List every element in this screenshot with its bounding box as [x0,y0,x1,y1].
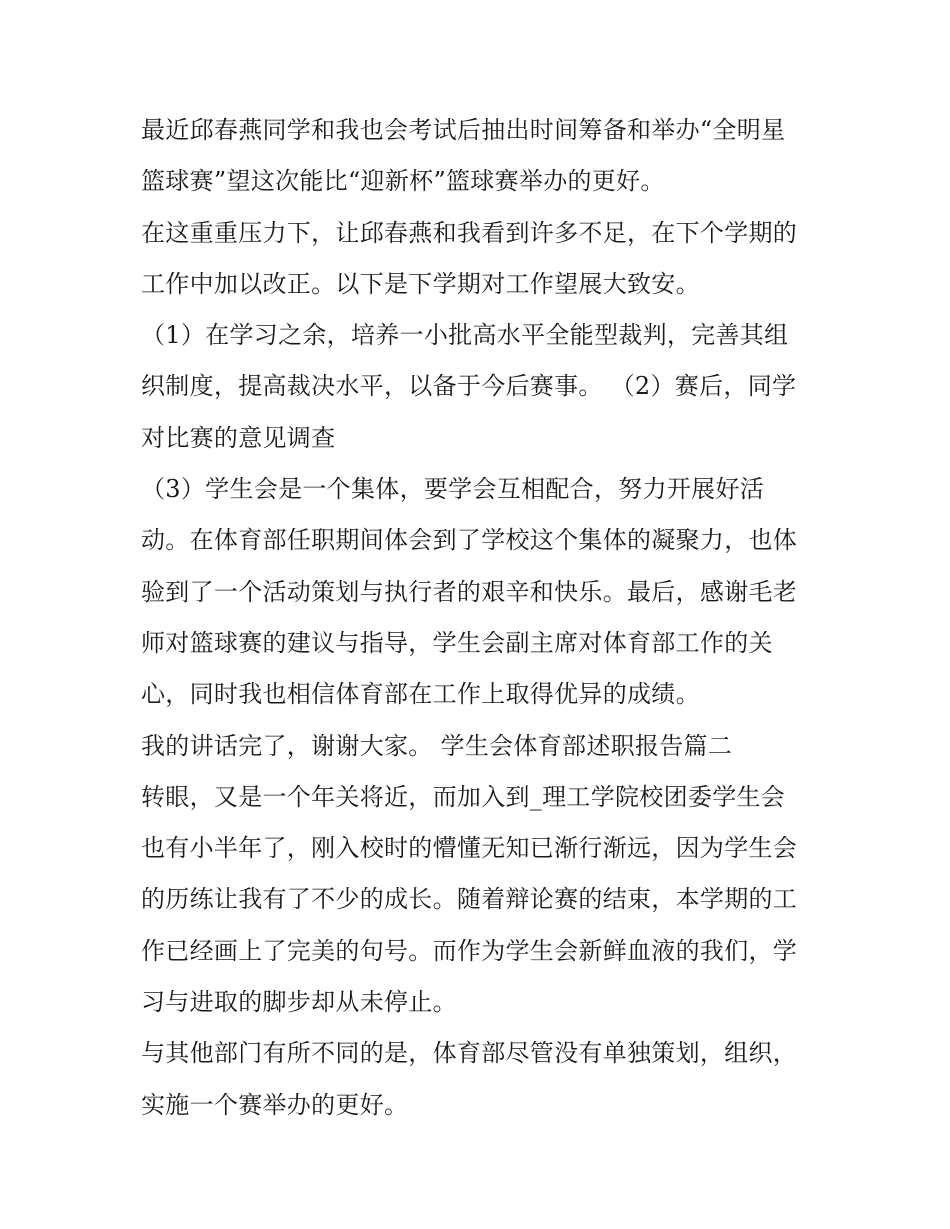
text-line: 对比赛的意见调查 [141,423,336,452]
text-line: 的历练让我有了不少的成长。随着辩论赛的结束，本学期的工 [141,885,798,914]
text-line: 篮球赛”望这次能比“迎新杯”篮球赛举办的更好。 [141,167,665,196]
text-line: 织制度，提高裁决水平，以备于今后赛事。 （2）赛后，同学 [141,372,797,401]
text-line: 心，同时我也相信体育部在工作上取得优异的成绩。 [141,680,700,709]
text-line: 最近邱春燕同学和我也会考试后抽出时间筹备和举办“全明星 [141,116,786,144]
text-line: 习与进取的脚步却从未停止。 [141,988,457,1017]
text-line: 工作中加以改正。以下是下学期对工作望展大致安。 [141,269,700,298]
text-line: （1）在学习之余，培养一小批高水平全能型裁判，完善其组 [141,321,789,350]
text-line: 师对篮球赛的建议与指导，学生会副主席对体育部工作的关 [141,628,773,657]
text-line: 动。在体育部任职期间体会到了学校这个集体的凝聚力，也体 [141,526,798,555]
text-line: 作已经画上了完美的句号。而作为学生会新鲜血液的我们，学 [141,936,798,965]
text-line: 也有小半年了，刚入校时的懵懂无知已渐行渐远，因为学生会 [141,834,798,863]
text-line: （3）学生会是一个集体，要学会互相配合，努力开展好活 [141,475,765,504]
text-line: 与其他部门有所不同的是，体育部尽管没有单独策划，组织， [141,1039,798,1068]
text-line: 在这重重压力下，让邱春燕和我看到许多不足，在下个学期的 [141,218,798,247]
text-line: 实施一个赛举办的更好。 [141,1090,409,1119]
text-line: 验到了一个活动策划与执行者的艰辛和快乐。最后，感谢毛老 [141,577,798,606]
text-line: 我的讲话完了，谢谢大家。 学生会体育部述职报告篇二 [141,731,733,760]
document-body [141,108,821,1134]
text-line: 转眼，又是一个年关将近，而加入到_理工学院校团委学生会 [141,782,786,811]
